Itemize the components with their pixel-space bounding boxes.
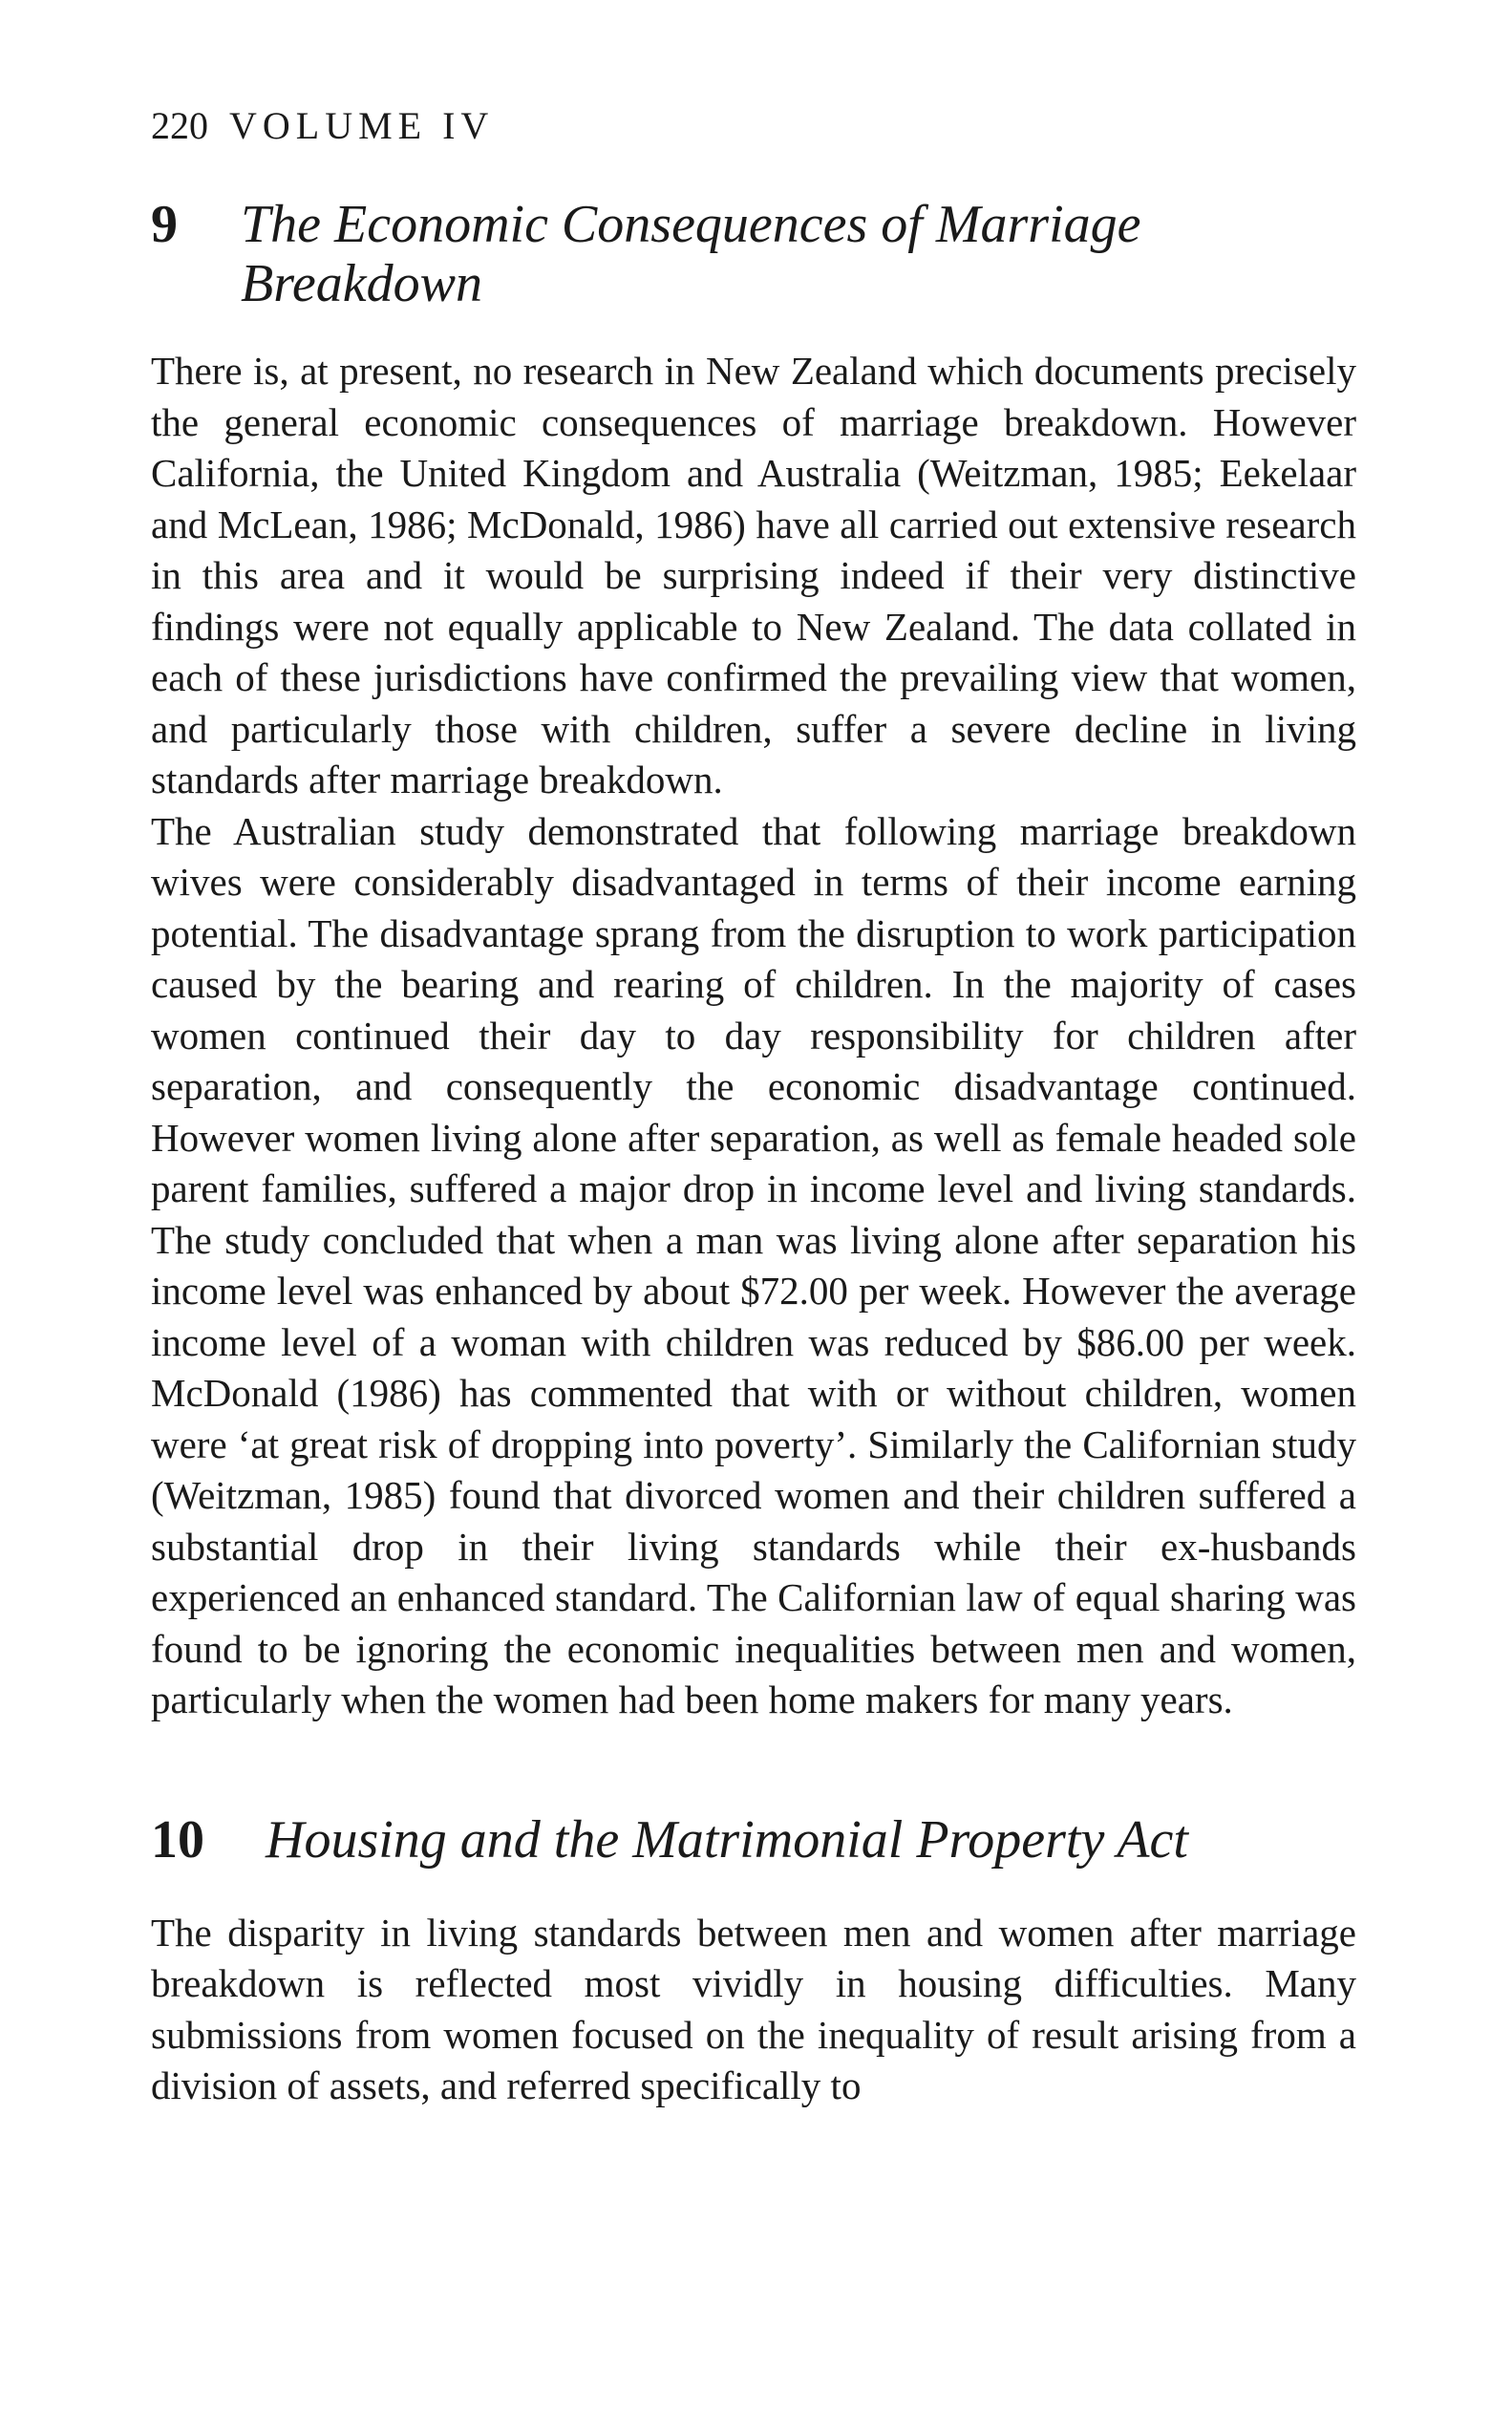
page-number: 220 xyxy=(151,104,208,147)
book-page xyxy=(151,103,1356,2112)
section-10-number: 10 xyxy=(151,1809,204,1870)
volume-label: VOLUME IV xyxy=(229,104,495,147)
section-9-paragraph-2: The Australian study demonstrated that following marriage breakdown wives were considerably disadvantaged in terms of their income earning potential. The disadvantage sprang from the disruption to work participation caused by the bearing and rearing of children. In the majority of cases women continued their day to day responsibility for children after separation, and consequently the economic disadvantage continued. However women living alone after separation, as well as female headed sole parent families, suffered a major drop in income level and living standards. The study concluded that when a man was living alone after separation his income level was enhanced by about $72.00 per week. However the average income level of a woman with children was reduced by $86.00 per week. McDonald (1986) has commented that with or without children, women were ‘at great risk of dropping into poverty’. Similarly the Californian study (Weitzman, 1985) found that divorced women and their children suffered a substantial drop in their living standards while their ex-husbands experienced an enhanced standard. The Californian law of equal sharing was found to be ignoring the economic inequalities between men and women, particularly when the women had been home makers for many years. xyxy=(151,808,1356,1721)
section-9-heading xyxy=(151,195,1356,313)
section-10-heading xyxy=(151,1810,1356,1870)
section-10-paragraph-1: The disparity in living standards between men and women after marriage breakdown is reflected most vividly in housing difficulties. Many submissions from women focused on the inequality of result arising from a division of assets, and referred specifically to xyxy=(151,1910,1356,2107)
section-10-title: Housing and the Matrimonial Property Act xyxy=(266,1809,1188,1870)
section-9-paragraph-1: There is, at present, no research in New Zealand which documents precisely the general economic consequences of marriage breakdown. However California, the United Kingdom and Australia (Weitzman, 1985; Eekelaar and McLean, 1986; McDonald, 1986) have all carried out extensive research in this area and it would be surprising indeed if their very distinctive findings were not equally applicable to New Zealand. The data collated in each of these jurisdictions have confirmed the prevailing view that women, and particularly those with children, suffer a severe decline in living standards after marriage breakdown. xyxy=(151,349,1356,801)
section-9-number: 9 xyxy=(151,195,178,254)
section-9-title: The Economic Consequences of Marriage Breakdown xyxy=(241,195,1141,313)
running-head xyxy=(151,103,1356,149)
